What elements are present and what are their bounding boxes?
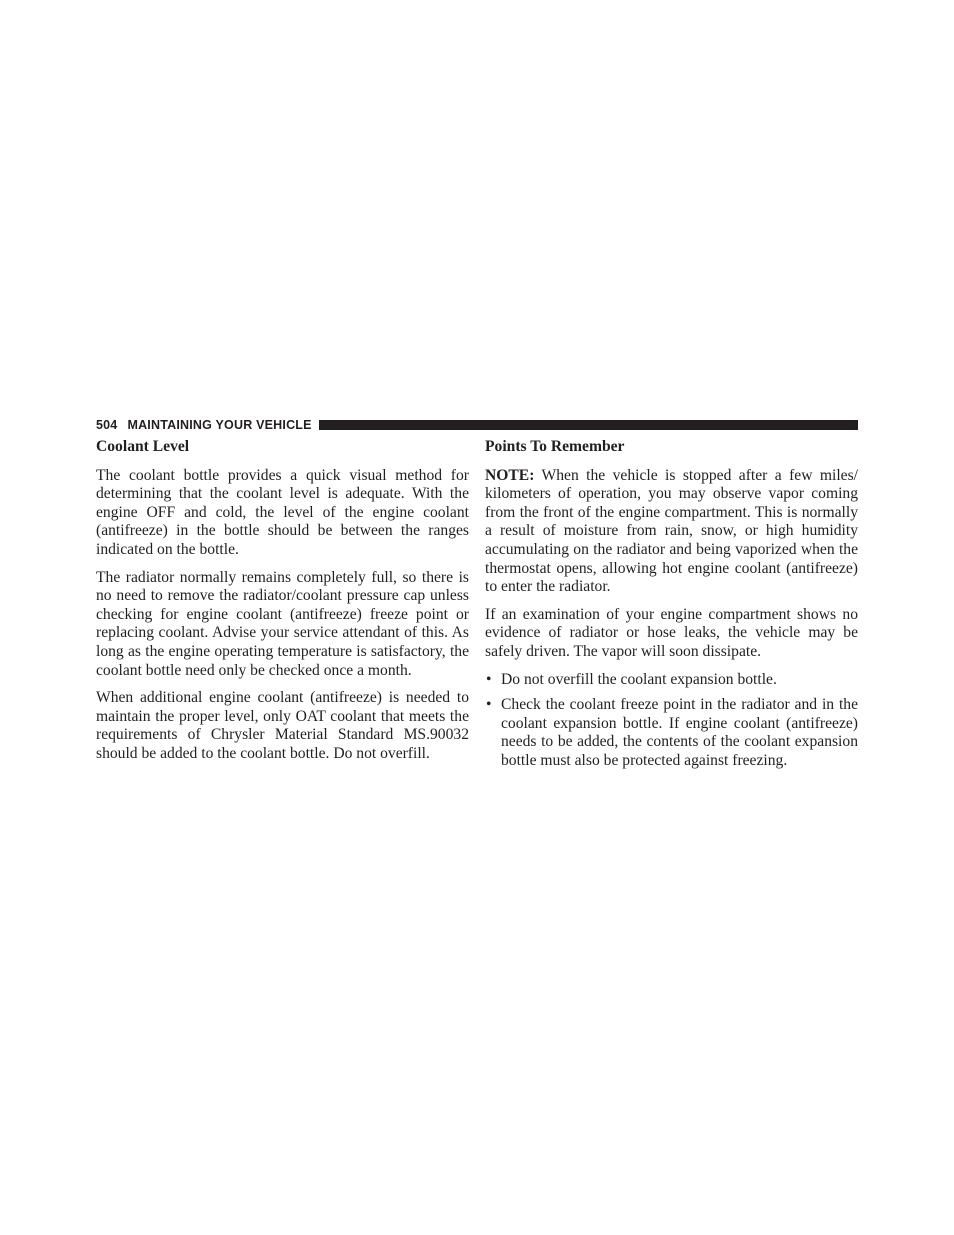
section-title: MAINTAINING YOUR VEHICLE	[127, 418, 312, 432]
paragraph: The coolant bottle provides a quick visual method for determining that the coolant level is adequate. With the engine OFF and cold, the level of the engine coolant (antifreeze) in the bottle should be between the ranges indicated on the bottle.	[96, 466, 469, 558]
points-to-remember-heading: Points To Remember	[485, 438, 625, 455]
list-item	[485, 671, 858, 690]
left-column	[96, 438, 469, 773]
right-column	[485, 438, 858, 778]
page-number: 504	[96, 418, 118, 432]
paragraph: If an examination of your engine compartment shows no evidence of radiator or hose leaks, the vehicle may be safely driven. The vapor will soon dissipate.	[485, 605, 858, 660]
list-item-text: Do not overfill the coolant expansion bottle.	[501, 670, 777, 688]
page-header	[96, 417, 858, 433]
bullet-icon: •	[486, 670, 492, 688]
paragraph: When additional engine coolant (antifreeze) is needed to maintain the proper level, only OAT coolant that meets the requirements of Chrysler Material Standard MS.90032 should be added to the coolant bottle. Do not overfill.	[96, 689, 469, 762]
coolant-level-heading: Coolant Level	[96, 438, 190, 455]
paragraph: The radiator normally remains completely full, so there is no need to remove the radiator/coolant pressure cap unless checking for engine coolant (antifreeze) freeze point or replacing coolant. Advise your service attendant of this. As long as the engine operating temperature is satisfactory, the coolant bottle need only be checked once a month.	[96, 568, 469, 679]
note-label: NOTE:	[485, 466, 535, 484]
header-rule	[319, 420, 858, 430]
note-text: When the vehicle is stopped after a few miles/ kilometers of operation, you may observe vapor coming from the front of the engine compartment. This is normally a result of moisture from rain, snow, or high humidity accumulating on the radiator and being vaporized when the thermostat opens, allowing hot engine coolant (antifreeze) to enter the radiator.	[485, 466, 858, 596]
list-item-text: Check the coolant freeze point in the radiator and in the coolant expansion bottle. If engine coolant (antifreeze) needs to be added, the contents of the coolant expansion bottle must also be protected against freezing.	[501, 696, 858, 769]
note-paragraph	[485, 467, 858, 597]
list-item	[485, 696, 858, 770]
bullet-icon: •	[486, 696, 492, 714]
bullet-list	[485, 671, 858, 771]
